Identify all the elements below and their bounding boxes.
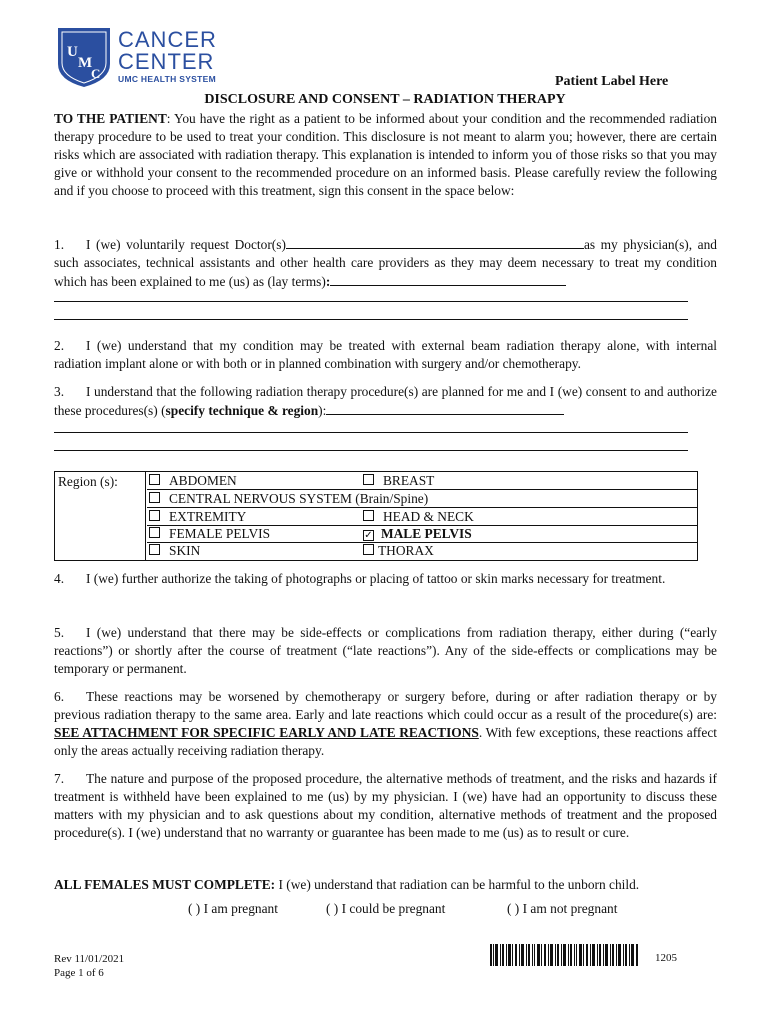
checkbox-thorax[interactable] xyxy=(363,544,374,555)
item-2-number: 2. xyxy=(54,338,65,353)
region-cns-label: CENTRAL NERVOUS SYSTEM (Brain/Spine) xyxy=(169,491,429,506)
region-row-1 xyxy=(147,472,697,490)
region-head-neck-label: HEAD & NECK xyxy=(383,509,474,524)
option-not-pregnant[interactable]: ( ) I am not pregnant xyxy=(507,901,618,916)
region-thorax[interactable] xyxy=(363,543,434,559)
region-skin-label: SKIN xyxy=(169,543,201,558)
item-7-number: 7. xyxy=(54,771,65,786)
region-head-neck[interactable] xyxy=(363,509,474,525)
region-divider xyxy=(145,472,146,560)
item-3-text-b: ): xyxy=(318,403,327,418)
lay-terms-line-3[interactable] xyxy=(54,319,688,320)
form-code: 1205 xyxy=(655,952,677,964)
checkbox-male-pelvis-checked[interactable]: ✓ xyxy=(364,530,373,541)
logo-line-health-system: UMC HEALTH SYSTEM xyxy=(118,74,216,84)
item-5 xyxy=(54,624,717,678)
region-female-pelvis-label: FEMALE PELVIS xyxy=(169,526,271,541)
item-6-number: 6. xyxy=(54,689,65,704)
item-1-text-a: I (we) voluntarily request Doctor(s) xyxy=(86,237,286,252)
item-3 xyxy=(54,383,717,420)
females-lead: ALL FEMALES MUST COMPLETE: xyxy=(54,877,276,892)
page-number: Page 1 of 6 xyxy=(54,967,104,979)
svg-text:M: M xyxy=(78,55,93,71)
umc-cancer-center-logo xyxy=(54,26,234,88)
item-7 xyxy=(54,770,717,842)
svg-text:U: U xyxy=(67,44,78,60)
revision-date: Rev 11/01/2021 xyxy=(54,953,125,965)
item-1-colon: : xyxy=(325,274,331,289)
checkbox-female-pelvis[interactable] xyxy=(149,527,160,538)
logo-wordmark xyxy=(118,29,217,84)
females-text: I (we) understand that radiation can be harmful to the unborn child. xyxy=(275,877,640,892)
region-male-pelvis-label: MALE PELVIS xyxy=(381,526,472,541)
technique-region-field[interactable] xyxy=(326,401,564,415)
lay-terms-field[interactable] xyxy=(330,272,566,286)
region-label: Region (s): xyxy=(58,474,118,489)
option-pregnant[interactable]: ( ) I am pregnant xyxy=(188,901,278,916)
item-3-number: 3. xyxy=(54,384,65,399)
region-abdomen-label: ABDOMEN xyxy=(169,473,237,488)
region-row-2 xyxy=(147,490,697,508)
patient-label-placeholder: Patient Label Here xyxy=(555,74,669,89)
intro-paragraph xyxy=(54,110,717,200)
item-6-attachment-note: SEE ATTACHMENT FOR SPECIFIC EARLY AND LATE REACTIONS xyxy=(54,725,479,740)
option-could-be-pregnant[interactable]: ( ) I could be pregnant xyxy=(326,901,446,916)
region-cns[interactable] xyxy=(149,491,428,507)
region-male-pelvis[interactable] xyxy=(363,526,472,542)
checkbox-head-neck[interactable] xyxy=(363,510,374,521)
region-row-5 xyxy=(147,542,697,559)
item-1-text-b: as my physician(s), and such associates, technical assistants and other health care providers as they may deem necessary to treat my condition which has been explained to me (us) as (lay terms) xyxy=(54,237,717,289)
region-skin[interactable] xyxy=(149,543,200,559)
region-thorax-label: THORAX xyxy=(378,543,434,558)
checkbox-extremity[interactable] xyxy=(149,510,160,521)
females-statement xyxy=(54,877,724,893)
page-title: DISCLOSURE AND CONSENT – RADIATION THERAPY xyxy=(204,92,566,107)
technique-line-3[interactable] xyxy=(54,450,688,451)
item-5-number: 5. xyxy=(54,625,65,640)
item-3-text-a: I understand that the following radiation therapy procedure(s) are planned for me and I (we) consent to and authorize these procedures(s) ( xyxy=(54,384,717,418)
region-row-3 xyxy=(147,508,697,526)
region-female-pelvis[interactable] xyxy=(149,526,270,542)
item-2 xyxy=(54,337,717,373)
item-1-number: 1. xyxy=(54,237,65,252)
item-5-text: I (we) understand that there may be side-effects or complications from radiation therapy, either during (“early reactions”) or shortly after the course of treatment (“late reactions”). Any of the side-effects or complications may be temporary or permanent. xyxy=(54,625,717,676)
item-3-bold: specify technique & region xyxy=(165,403,319,418)
svg-text:C: C xyxy=(91,66,101,81)
logo-line-center: CENTER xyxy=(118,49,215,74)
item-2-text: I (we) understand that my condition may be treated with external beam radiation therapy alone, with internal radiation implant alone or with both or in planned combination with surgery and/or chemotherapy. xyxy=(54,338,717,371)
footer-revision xyxy=(54,952,124,980)
barcode-icon xyxy=(490,944,638,966)
region-breast-label: BREAST xyxy=(383,473,435,488)
checkbox-skin[interactable] xyxy=(149,544,160,555)
checkbox-breast[interactable] xyxy=(363,474,374,485)
lay-terms-line-2[interactable] xyxy=(54,301,688,302)
logo-line-cancer: CANCER xyxy=(118,27,217,52)
checkbox-cns[interactable] xyxy=(149,492,160,503)
region-extremity-label: EXTREMITY xyxy=(169,509,247,524)
item-1 xyxy=(54,235,717,291)
checkbox-abdomen[interactable] xyxy=(149,474,160,485)
technique-line-2[interactable] xyxy=(54,432,688,433)
intro-text: : You have the right as a patient to be informed about your condition and the recommended radiation therapy procedure to be used to treat your condition. This disclosure is not meant to alarm you; however, there are certain risks which are associated with radiation therapy. This explanation is intended to inform you of those risks so that you may give or withhold your consent to the recommended procedure on an informed basis. Please carefully review the following and if you choose to proceed with this treatment, sign this consent in the space below: xyxy=(54,111,717,198)
item-6 xyxy=(54,688,717,760)
item-4-number: 4. xyxy=(54,571,65,586)
region-breast[interactable] xyxy=(363,473,434,489)
item-6-text-a: These reactions may be worsened by chemotherapy or surgery before, during or after radiation therapy or by previous radiation therapy to the same area. Early and late reactions which could occur as a result of the procedure(s) are: xyxy=(54,689,717,722)
item-7-text: The nature and purpose of the proposed procedure, the alternative methods of treatment, and the risks and hazards if treatment is withheld have been explained to me (us) by my physician. I (we) have had an opportunity to discuss these matters with my physician and to ask questions about my condition, alternative methods of treatment and the proposed procedure(s). I (we) understand that no warranty or guarantee has been made to me (us) as to result or cure. xyxy=(54,771,717,840)
umc-shield-icon xyxy=(54,26,114,88)
region-abdomen[interactable] xyxy=(149,473,237,489)
item-4 xyxy=(54,570,717,588)
item-4-text: I (we) further authorize the taking of photographs or placing of tattoo or skin marks necessary for treatment. xyxy=(86,571,666,586)
intro-lead: TO THE PATIENT xyxy=(54,111,167,126)
item-6-text-b: . With few exceptions, these reactions affect only the areas actually receiving radiation therapy. xyxy=(54,725,717,758)
region-row-4 xyxy=(147,525,697,543)
region-extremity[interactable] xyxy=(149,509,246,525)
doctor-name-field[interactable] xyxy=(286,235,584,249)
region-table xyxy=(54,471,698,561)
